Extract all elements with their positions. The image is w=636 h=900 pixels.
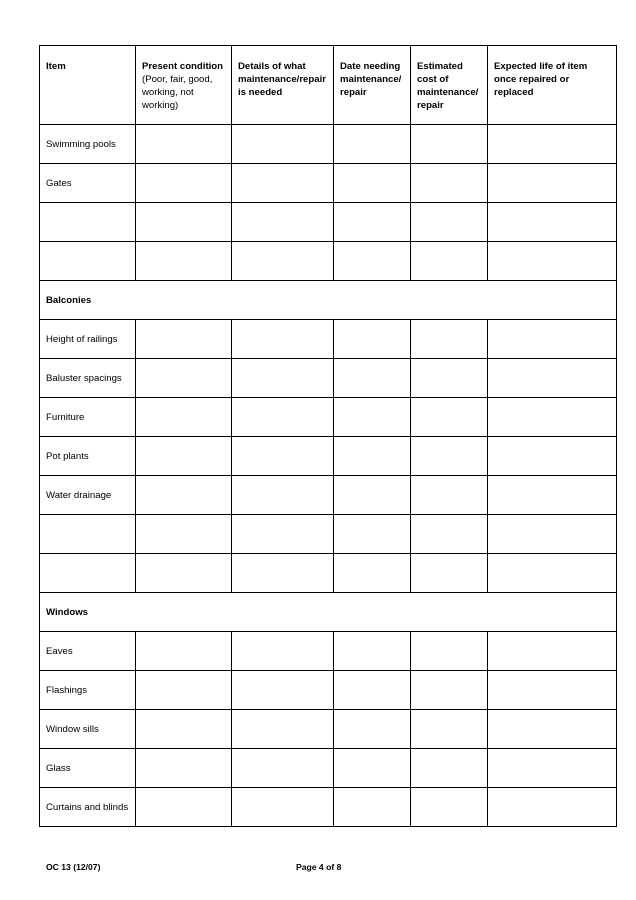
item-label: Curtains and blinds bbox=[40, 788, 136, 827]
item-label: Furniture bbox=[40, 398, 136, 437]
entry-cell[interactable] bbox=[488, 437, 617, 476]
form-code: OC 13 (12/07) bbox=[46, 862, 101, 872]
entry-cell[interactable] bbox=[488, 125, 617, 164]
entry-cell[interactable] bbox=[488, 671, 617, 710]
column-header bbox=[232, 46, 334, 125]
section-title: Windows bbox=[40, 593, 617, 632]
entry-cell[interactable] bbox=[232, 203, 334, 242]
entry-cell[interactable] bbox=[136, 437, 232, 476]
entry-cell[interactable] bbox=[232, 125, 334, 164]
item-label: Baluster spacings bbox=[40, 359, 136, 398]
entry-cell[interactable] bbox=[232, 671, 334, 710]
entry-cell[interactable] bbox=[136, 632, 232, 671]
entry-cell[interactable] bbox=[334, 320, 411, 359]
entry-cell[interactable] bbox=[488, 320, 617, 359]
entry-cell[interactable] bbox=[411, 632, 488, 671]
table-row bbox=[40, 554, 617, 593]
item-label: Height of railings bbox=[40, 320, 136, 359]
table-header-row bbox=[40, 46, 617, 125]
entry-cell[interactable] bbox=[136, 125, 232, 164]
entry-cell[interactable] bbox=[488, 788, 617, 827]
column-header bbox=[334, 46, 411, 125]
entry-cell[interactable] bbox=[488, 749, 617, 788]
entry-cell[interactable] bbox=[334, 554, 411, 593]
entry-cell[interactable] bbox=[411, 320, 488, 359]
column-header bbox=[40, 46, 136, 125]
item-label: Flashings bbox=[40, 671, 136, 710]
entry-cell[interactable] bbox=[488, 398, 617, 437]
entry-cell[interactable] bbox=[411, 710, 488, 749]
entry-cell[interactable] bbox=[136, 749, 232, 788]
table-row bbox=[40, 164, 617, 203]
table-row bbox=[40, 632, 617, 671]
column-header-title: Details of what maintenance/repair is needed bbox=[238, 61, 326, 98]
entry-cell[interactable] bbox=[232, 398, 334, 437]
item-label: Water drainage bbox=[40, 476, 136, 515]
item-label: Gates bbox=[40, 164, 136, 203]
entry-cell[interactable] bbox=[232, 515, 334, 554]
entry-cell[interactable] bbox=[488, 164, 617, 203]
entry-cell[interactable] bbox=[488, 554, 617, 593]
table-row bbox=[40, 476, 617, 515]
entry-cell[interactable] bbox=[488, 359, 617, 398]
column-header-title: Estimated cost of maintenance/ repair bbox=[417, 61, 479, 111]
entry-cell[interactable] bbox=[334, 242, 411, 281]
table-row bbox=[40, 398, 617, 437]
entry-cell[interactable] bbox=[411, 164, 488, 203]
entry-cell[interactable] bbox=[136, 788, 232, 827]
entry-cell[interactable] bbox=[411, 515, 488, 554]
item-label: Glass bbox=[40, 749, 136, 788]
entry-cell[interactable] bbox=[411, 476, 488, 515]
entry-cell[interactable] bbox=[488, 515, 617, 554]
column-header bbox=[411, 46, 488, 125]
item-label: Pot plants bbox=[40, 437, 136, 476]
item-label bbox=[40, 515, 136, 554]
table-row bbox=[40, 710, 617, 749]
entry-cell[interactable] bbox=[488, 203, 617, 242]
table-row bbox=[40, 515, 617, 554]
table-body bbox=[40, 125, 617, 827]
entry-cell[interactable] bbox=[334, 710, 411, 749]
entry-cell[interactable] bbox=[136, 710, 232, 749]
table-row bbox=[40, 125, 617, 164]
entry-cell[interactable] bbox=[232, 788, 334, 827]
entry-cell[interactable] bbox=[232, 320, 334, 359]
entry-cell[interactable] bbox=[232, 710, 334, 749]
item-label: Swimming pools bbox=[40, 125, 136, 164]
table-row bbox=[40, 203, 617, 242]
entry-cell[interactable] bbox=[411, 788, 488, 827]
table-row bbox=[40, 788, 617, 827]
entry-cell[interactable] bbox=[232, 242, 334, 281]
entry-cell[interactable] bbox=[411, 671, 488, 710]
entry-cell[interactable] bbox=[136, 398, 232, 437]
table-row bbox=[40, 242, 617, 281]
table-row bbox=[40, 437, 617, 476]
entry-cell[interactable] bbox=[136, 671, 232, 710]
entry-cell[interactable] bbox=[334, 203, 411, 242]
entry-cell[interactable] bbox=[411, 359, 488, 398]
item-label: Eaves bbox=[40, 632, 136, 671]
entry-cell[interactable] bbox=[136, 515, 232, 554]
entry-cell[interactable] bbox=[411, 125, 488, 164]
entry-cell[interactable] bbox=[411, 749, 488, 788]
table-row bbox=[40, 359, 617, 398]
entry-cell[interactable] bbox=[334, 671, 411, 710]
column-header bbox=[488, 46, 617, 125]
entry-cell[interactable] bbox=[232, 749, 334, 788]
item-label bbox=[40, 203, 136, 242]
item-label: Window sills bbox=[40, 710, 136, 749]
entry-cell[interactable] bbox=[411, 398, 488, 437]
section-title: Balconies bbox=[40, 281, 617, 320]
column-header-title: Date needing maintenance/ repair bbox=[340, 61, 402, 98]
entry-cell[interactable] bbox=[488, 476, 617, 515]
entry-cell[interactable] bbox=[136, 476, 232, 515]
table-row bbox=[40, 749, 617, 788]
entry-cell[interactable] bbox=[136, 554, 232, 593]
entry-cell[interactable] bbox=[488, 242, 617, 281]
entry-cell[interactable] bbox=[232, 554, 334, 593]
column-header-title: Present condition bbox=[142, 61, 224, 72]
entry-cell[interactable] bbox=[232, 632, 334, 671]
entry-cell[interactable] bbox=[334, 515, 411, 554]
entry-cell[interactable] bbox=[488, 632, 617, 671]
entry-cell[interactable] bbox=[334, 437, 411, 476]
entry-cell[interactable] bbox=[334, 398, 411, 437]
entry-cell[interactable] bbox=[232, 164, 334, 203]
column-header bbox=[136, 46, 232, 125]
table-row bbox=[40, 671, 617, 710]
entry-cell[interactable] bbox=[136, 320, 232, 359]
entry-cell[interactable] bbox=[334, 476, 411, 515]
entry-cell[interactable] bbox=[411, 437, 488, 476]
section-row bbox=[40, 593, 617, 632]
entry-cell[interactable] bbox=[411, 242, 488, 281]
entry-cell[interactable] bbox=[136, 359, 232, 398]
entry-cell[interactable] bbox=[334, 788, 411, 827]
entry-cell[interactable] bbox=[334, 632, 411, 671]
column-header-note: (Poor, fair, good, working, not working) bbox=[142, 74, 213, 111]
section-row bbox=[40, 281, 617, 320]
entry-cell[interactable] bbox=[136, 242, 232, 281]
page-number: Page 4 of 8 bbox=[296, 862, 342, 872]
column-header-title: Item bbox=[46, 61, 66, 72]
item-label bbox=[40, 242, 136, 281]
entry-cell[interactable] bbox=[334, 125, 411, 164]
entry-cell[interactable] bbox=[232, 476, 334, 515]
entry-cell[interactable] bbox=[411, 554, 488, 593]
entry-cell[interactable] bbox=[136, 164, 232, 203]
column-header-title: Expected life of item once repaired or replaced bbox=[494, 61, 588, 98]
item-label bbox=[40, 554, 136, 593]
entry-cell[interactable] bbox=[136, 203, 232, 242]
entry-cell[interactable] bbox=[232, 437, 334, 476]
entry-cell[interactable] bbox=[334, 749, 411, 788]
entry-cell[interactable] bbox=[488, 710, 617, 749]
entry-cell[interactable] bbox=[334, 359, 411, 398]
entry-cell[interactable] bbox=[334, 164, 411, 203]
entry-cell[interactable] bbox=[232, 359, 334, 398]
maintenance-table bbox=[39, 45, 617, 827]
table-row bbox=[40, 320, 617, 359]
entry-cell[interactable] bbox=[411, 203, 488, 242]
